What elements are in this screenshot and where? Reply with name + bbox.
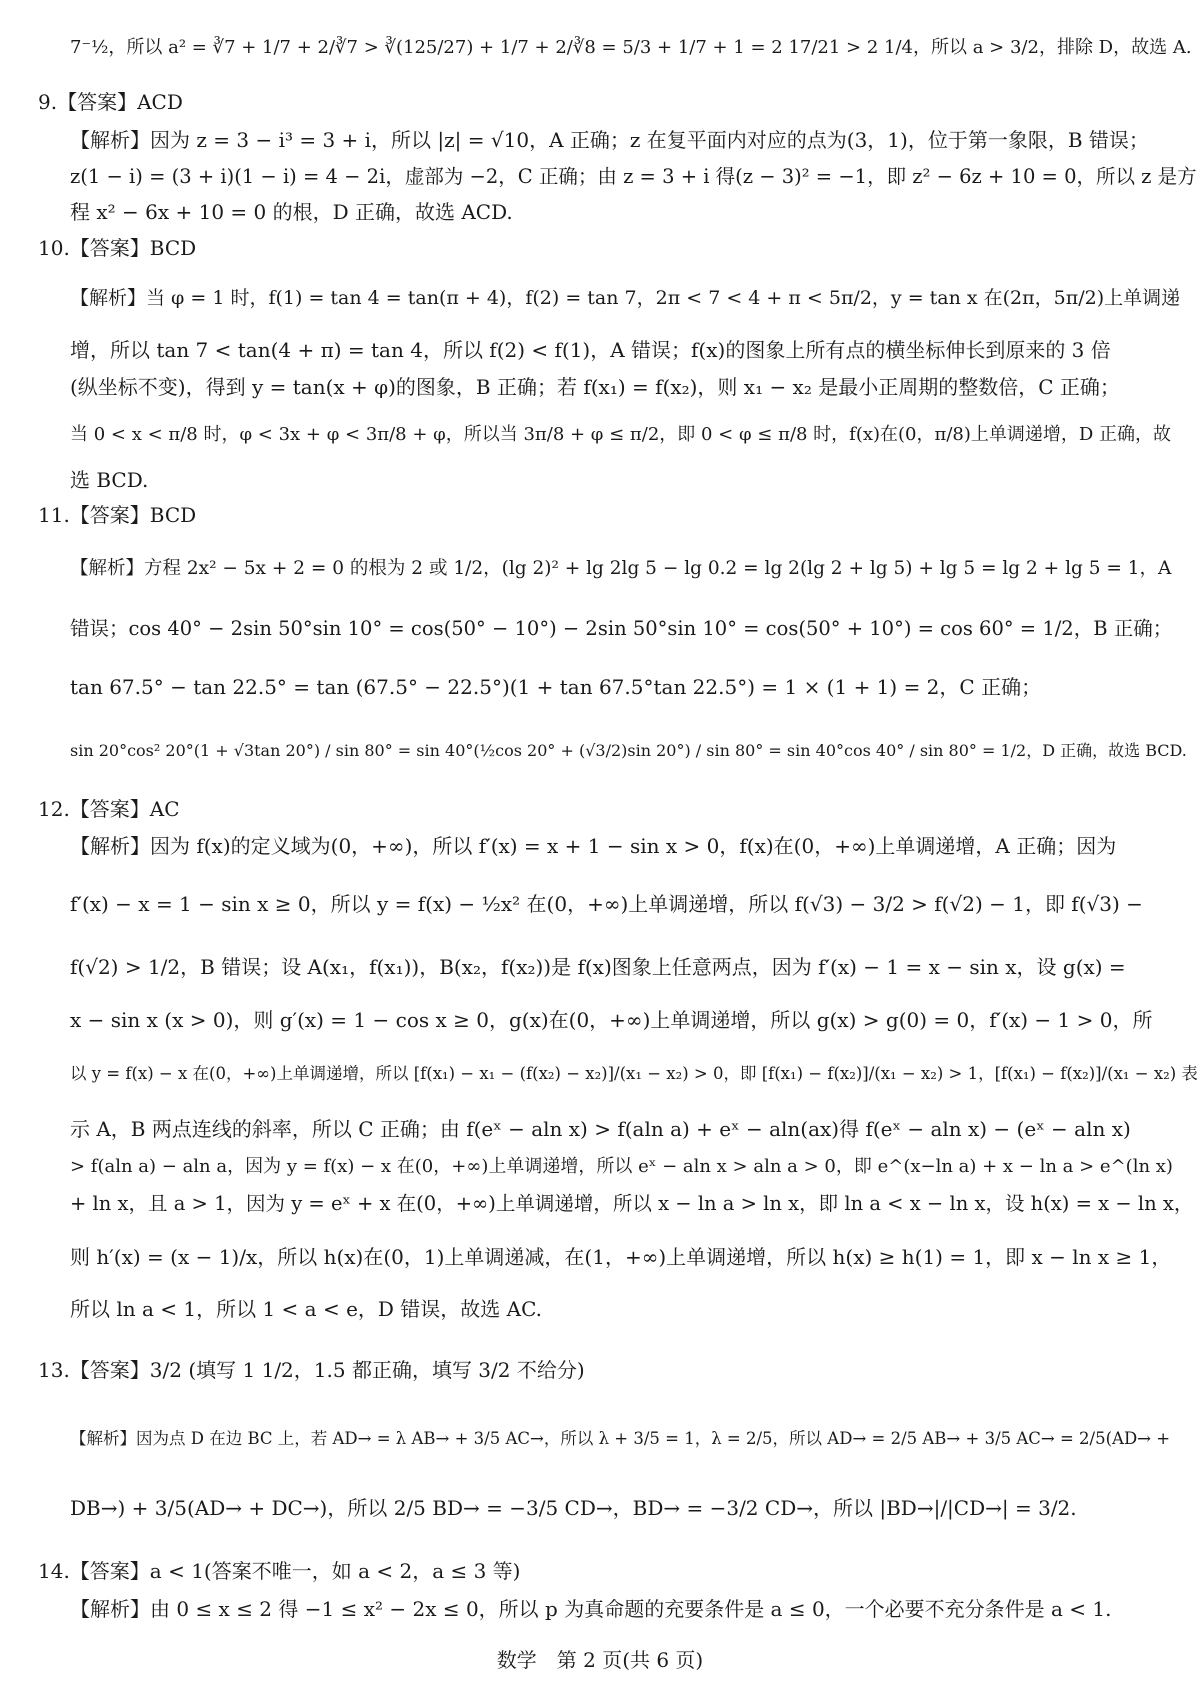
text-line: 错误；cos 40° − 2sin 50°sin 10° = cos(50° − 10°) − 2sin 50°sin 10° = cos(50° + 10°) = cos 60° = 1/2，B 正确； [70,617,1173,640]
page-footer: 数学 第 2 页(共 6 页) [496,1648,704,1672]
answer-heading-11: 11.【答案】BCD [38,503,197,527]
text-line: f(√2) > 1/2，B 错误；设 A(x₁，f(x₁))，B(x₂，f(x₂))是 f(x)图象上任意两点，因为 f′(x) − 1 = x − sin x，设 g(x) = [70,955,1126,979]
text-line: DB→) + 3/5(AD→ + DC→)，所以 2/5 BD→ = −3/5 CD→，BD→ = −3/2 CD→，所以 |BD→|/|CD→| = 3/2. [70,1496,1077,1520]
text-line: (纵坐标不变)，得到 y = tan(x + φ)的图象，B 正确；若 f(x₁) = f(x₂)，则 x₁ − x₂ 是最小正周期的整数倍，C 正确； [70,375,1120,399]
text-line: x − sin x (x > 0)，则 g′(x) = 1 − cos x ≥ 0，g(x)在(0，+∞)上单调递增，所以 g(x) > g(0) = 0，f′(x) − 1 > 0，所 [70,1008,1153,1032]
text-line: 【解析】由 0 ≤ x ≤ 2 得 −1 ≤ x² − 2x ≤ 0，所以 p 为真命题的充要条件是 a ≤ 0，一个必要不充分条件是 a < 1. [70,1597,1112,1621]
answer-heading-14: 14.【答案】a < 1(答案不唯一，如 a < 2，a ≤ 3 等) [38,1559,521,1583]
answer-heading-9: 9.【答案】ACD [38,90,183,114]
text-line: > f(aln a) − aln a，因为 y = f(x) − x 在(0，+∞)上单调递增，所以 eˣ − aln x > aln a > 0，即 e^(x−ln a) + x − ln a > e^(ln x) [70,1156,1173,1177]
text-line: 【解析】当 φ = 1 时，f(1) = tan 4 = tan(π + 4)，f(2) = tan 7，2π < 7 < 4 + π < 5π/2，y = tan x 在(2π，5π/2)上单调递 [70,287,1181,309]
text-line: 【解析】方程 2x² − 5x + 2 = 0 的根为 2 或 1/2，(lg 2)² + lg 2lg 5 − lg 0.2 = lg 2(lg 2 + lg 5) + lg 5 = lg 2 + lg 5 = 1，A [70,558,1172,579]
text-line: sin 20°cos² 20°(1 + √3tan 20°) / sin 80° = sin 40°(½cos 20° + (√3/2)sin 20°) / sin 80° = sin 40°cos 40° / sin 80° = 1/2，D 正确，故选 BCD. [70,741,1187,760]
text-line: z(1 − i) = (3 + i)(1 − i) = 4 − 2i，虚部为 −2，C 正确；由 z = 3 + i 得(z − 3)² = −1，即 z² − 6z + 10 = 0，所以 z 是方 [70,165,1197,188]
text-line: f′(x) − x = 1 − sin x ≥ 0，所以 y = f(x) − ½x² 在(0，+∞)上单调递增，所以 f(√3) − 3/2 > f(√2) − 1，即 f(√3) − [70,892,1143,916]
text-line: 【解析】因为点 D 在边 BC 上，若 AD→ = λ AB→ + 3/5 AC→，所以 λ + 3/5 = 1，λ = 2/5，所以 AD→ = 2/5 AB→ + 3/5 AC→ = 2/5(AD→ + [70,1429,1171,1448]
text-line: 【解析】因为 f(x)的定义域为(0，+∞)，所以 f′(x) = x + 1 − sin x > 0，f(x)在(0，+∞)上单调递增，A 正确；因为 [70,834,1117,858]
text-line: 7⁻½，所以 a² = ∛7 + 1/7 + 2/∛7 > ∛(125/27) + 1/7 + 2/∛8 = 5/3 + 1/7 + 1 = 2 17/21 > 2 1/4，所以 a > 3/2，排除 D，故选 A. [70,37,1192,58]
text-line: 【解析】因为 z = 3 − i³ = 3 + i，所以 |z| = √10，A 正确；z 在复平面内对应的点为(3，1)，位于第一象限，B 错误； [70,128,1149,152]
text-line: tan 67.5° − tan 22.5° = tan (67.5° − 22.5°)(1 + tan 67.5°tan 22.5°) = 1 × (1 + 1) = 2，C 正确； [70,675,1042,699]
text-line: 以 y = f(x) − x 在(0，+∞)上单调递增，所以 [f(x₁) − x₁ − (f(x₂) − x₂)]/(x₁ − x₂) > 0，即 [f(x₁) − f(x₂)]/(x₁ − x₂) > 1，[f(x₁) − f(x₂)]/(x₁ − x₂) 表 [70,1064,1198,1083]
text-line: 当 0 < x < π/8 时，φ < 3x + φ < 3π/8 + φ，所以当 3π/8 + φ ≤ π/2，即 0 < φ ≤ π/8 时，f(x)在(0，π/8)上单调递增，D 正确，故 [70,424,1172,445]
text-line: 则 h′(x) = (x − 1)/x，所以 h(x)在(0，1)上单调递减，在(1，+∞)上单调递增，所以 h(x) ≥ h(1) = 1，即 x − ln x ≥ 1， [70,1245,1172,1269]
text-line: 示 A，B 两点连线的斜率，所以 C 正确；由 f(eˣ − aln x) > f(aln a) + eˣ − aln(ax)得 f(eˣ − aln x) − (eˣ − aln x) [70,1117,1131,1141]
text-line: 选 BCD. [70,468,149,492]
text-line: + ln x，且 a > 1，因为 y = eˣ + x 在(0，+∞)上单调递增，所以 x − ln a > ln x，即 ln a < x − ln x，设 h(x) = x − ln x， [70,1192,1194,1215]
text-line: 程 x² − 6x + 10 = 0 的根，D 正确，故选 ACD. [70,200,513,224]
answer-heading-13: 13.【答案】3/2 (填写 1 1/2，1.5 都正确，填写 3/2 不给分) [38,1358,585,1382]
answer-heading-10: 10.【答案】BCD [38,236,197,260]
text-line: 所以 ln a < 1，所以 1 < a < e，D 错误，故选 AC. [70,1297,543,1321]
text-line: 增，所以 tan 7 < tan(4 + π) = tan 4，所以 f(2) < f(1)，A 错误；f(x)的图象上所有点的横坐标伸长到原来的 3 倍 [70,338,1111,362]
answer-heading-12: 12.【答案】AC [38,797,180,821]
